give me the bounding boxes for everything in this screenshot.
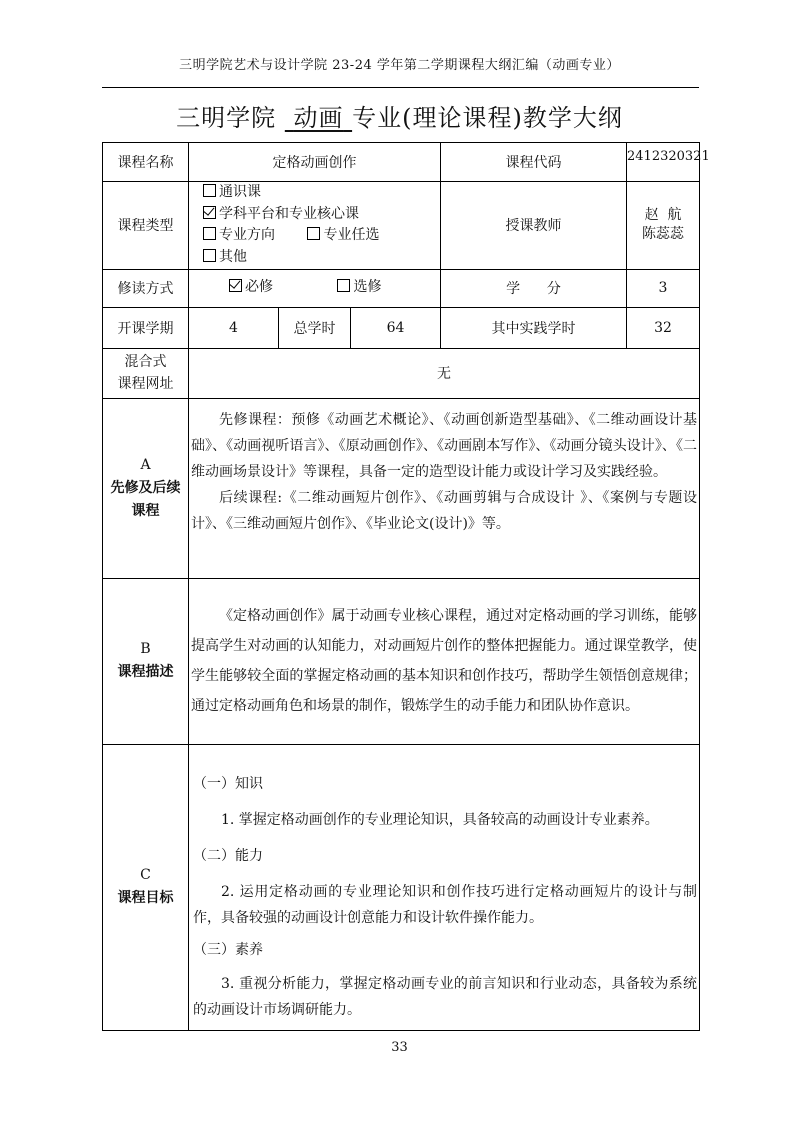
section-b-content [189,578,700,744]
blended-url-value: 无 [189,348,700,398]
checkbox-icon [337,279,350,292]
credit-label: 学 分 [441,269,627,307]
header-rule [102,87,699,88]
section-a-heading: A 先修及后续 课程 [103,398,189,578]
course-description-paragraph: 《定格动画创作》属于动画专业核心课程，通过对定格动画的学习训练，能够提高学生对动画的认知能力，对动画短片创作的整体把握能力。通过课堂教学，使学生能够较全面的掌握定格动画的基本知识和创作技巧，帮助学生领悟创意规律；通过定格动画角色和场景的制作，锻炼学生的动手能力和团队协作意识。 [191,608,698,715]
page-number: 33 [391,1040,408,1055]
objective-heading: （一）知识 [193,775,263,792]
teacher-label: 授课教师 [441,182,627,270]
course-name-value: 定格动画创作 [189,143,441,182]
row-blended-url [103,348,700,398]
syllabus-table [102,142,710,1031]
course-type-label: 课程类型 [103,182,189,270]
semester-value: 4 [189,307,279,348]
row-section-c [103,744,700,1030]
study-mode-label: 修读方式 [103,269,189,307]
objective-item: 3. 重视分析能力，掌握定格动画专业的前言知识和行业动态，具备较为系统的动画设计市场调研能力。 [193,975,698,1018]
row-semester [103,307,700,348]
objective-heading: （三）素养 [193,941,263,958]
teacher-name: 赵 航 [644,206,682,223]
blended-url-label: 混合式 课程网址 [103,348,189,398]
practice-hours-label: 其中实践学时 [441,307,627,348]
row-study-mode [103,269,700,307]
section-a-content [189,398,700,578]
course-code-label: 课程代码 [441,143,627,182]
credit-value: 3 [627,269,700,307]
option-optional[interactable]: 选修 [337,279,395,295]
checkbox-checked-icon [229,279,242,292]
section-c-heading: C 课程目标 [103,744,189,1030]
total-hours-label: 总学时 [279,307,351,348]
checkbox-icon [307,227,320,240]
objective-item: 1. 掌握定格动画创作的专业理论知识，具备较高的动画设计专业素养。 [221,811,659,828]
running-header: 三明学院艺术与设计学院 23-24 学年第二学期课程大纲汇编（动画专业） [179,58,620,73]
course-code-value: 2412320321 [627,143,700,182]
row-section-b [103,578,700,744]
option-required[interactable]: 必修 [229,279,287,295]
follow-up-paragraph: 后续课程:《二维动画短片创作》、《动画剪辑与合成设计 》、《案例与专题设计》、《三维动画短片创作》、《毕业论文(设计)》等。 [191,489,698,532]
title-major: 动画 [293,104,344,132]
teacher-names [627,182,700,270]
prerequisite-paragraph: 先修课程：预修《动画艺术概论》、《动画创新造型基础》、《二维动画设计基础》、《动画视听语言》、《原动画创作》、《动画剧本写作》、《动画分镜头设计》、《二维动画场景设计》等课程，具备一定的造型设计能力或设计学习及实践经验。 [191,411,698,480]
semester-label: 开课学期 [103,307,189,348]
row-course-type [103,182,700,270]
option-direction[interactable]: 专业方向 [203,227,289,243]
objective-heading: （二）能力 [193,847,263,864]
section-c-content [189,744,700,1030]
row-course-name [103,143,700,182]
option-other[interactable]: 其他 [203,249,261,265]
objective-item: 2. 运用定格动画的专业理论知识和创作技巧进行定格动画短片的设计与制作，具备较强的动画设计创意能力和设计软件操作能力。 [193,883,698,926]
course-name-label: 课程名称 [103,143,189,182]
study-mode-options [189,269,441,307]
option-core[interactable]: 学科平台和专业核心课 [203,206,373,222]
checkbox-checked-icon [203,206,216,219]
checkbox-icon [203,249,216,262]
option-elective[interactable]: 专业任选 [307,227,393,243]
document-title [0,98,799,133]
title-suffix: 专业(理论课程)教学大纲 [352,104,623,132]
teacher-name: 陈蕊蕊 [642,226,685,243]
title-school: 三明学院 [176,104,277,132]
course-type-options [189,182,441,270]
option-general[interactable]: 通识课 [203,184,275,200]
checkbox-icon [203,184,216,197]
checkbox-icon [203,227,216,240]
practice-hours-value: 32 [627,307,700,348]
row-section-a [103,398,700,578]
section-b-heading: B 课程描述 [103,578,189,744]
total-hours-value: 64 [351,307,441,348]
